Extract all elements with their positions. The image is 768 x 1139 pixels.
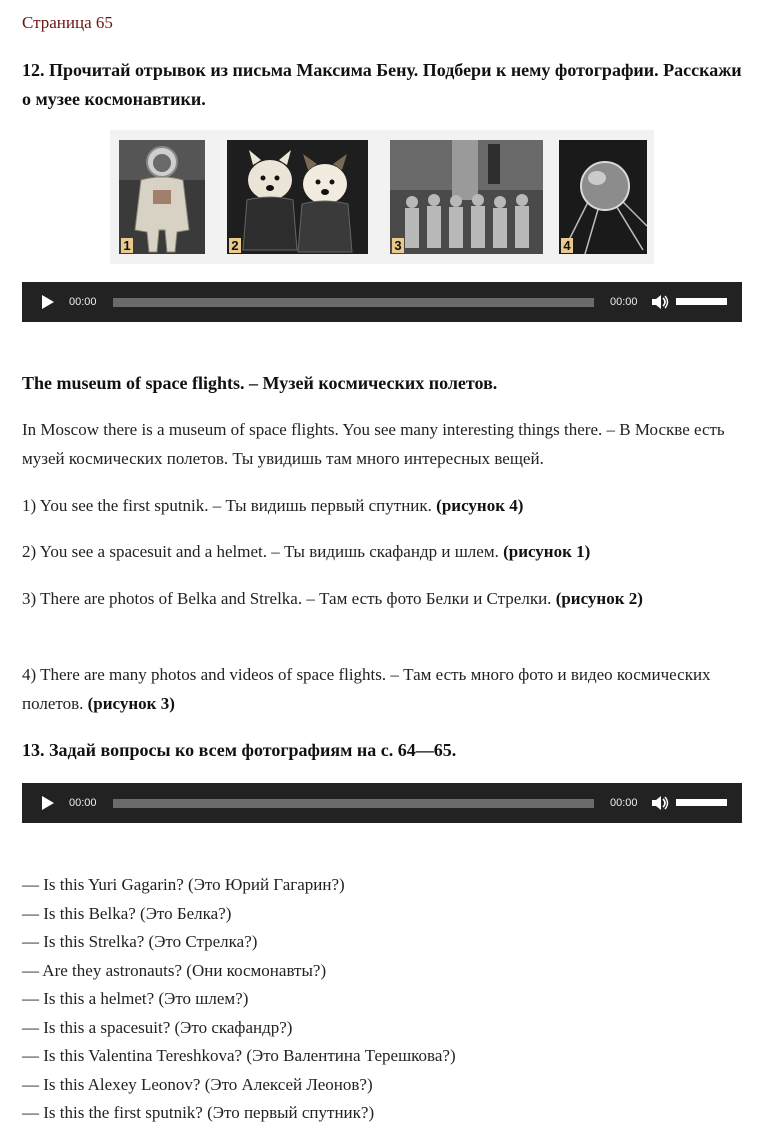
volume-level	[676, 799, 727, 806]
list-item: — Is this a helmet? (Это шлем?)	[22, 989, 249, 1008]
duration: 00:00	[610, 797, 638, 809]
two-dogs-photo	[227, 140, 368, 254]
museum-item-1	[22, 492, 742, 521]
volume-level	[676, 298, 727, 305]
play-icon[interactable]	[41, 795, 55, 816]
list-item: — Is this Alexey Leonov? (Это Алексей Леонов?)	[22, 1074, 373, 1094]
photo-number: 4	[561, 238, 573, 253]
photo-2	[227, 140, 368, 254]
page-link[interactable]: Страница 65	[22, 13, 113, 32]
current-time: 00:00	[69, 296, 97, 308]
museum-item-3	[22, 585, 742, 614]
volume-slider[interactable]	[676, 799, 727, 806]
list-item: — Is this Yuri Gagarin? (Это Юрий Гагарин?)	[22, 875, 345, 894]
group-of-cosmonauts-photo	[390, 140, 543, 254]
list-item: — Is this the first sputnik? (Это первый спутник?)	[22, 1103, 375, 1122]
sputnik-satellite-photo	[559, 140, 647, 254]
item-ref: (рисунок 1)	[503, 542, 591, 561]
photo-number: 1	[121, 238, 133, 253]
list-item: — Is this Valentina Tereshkova? (Это Валентина Терешкова?)	[22, 1046, 456, 1065]
photo-1	[119, 140, 205, 254]
item-text: 2) You see a spacesuit and a helmet. – Ты видишь скафандр и шлем.	[22, 542, 504, 561]
volume-icon[interactable]	[651, 293, 669, 316]
list-item: — Is this a spacesuit? (Это скафандр?)	[22, 1017, 293, 1037]
questions-list	[22, 871, 742, 1128]
list-item: — Is this Strelka? (Это Стрелка?)	[22, 932, 258, 951]
list-item: — Is this Belka? (Это Белка?)	[22, 903, 232, 923]
task-12-title: 12. Прочитай отрывок из письма Максима Бену. Подбери к нему фотографии. Расскажи о музее космонавтики.	[22, 60, 742, 109]
museum-item-4	[22, 661, 742, 718]
photo-number: 3	[392, 238, 404, 253]
astronaut-in-spacesuit-photo	[119, 140, 205, 254]
museum-item-2	[22, 538, 742, 567]
item-ref: (рисунок 2)	[555, 589, 643, 608]
item-text: 3) There are photos of Belka and Strelka. – Там есть фото Белки и Стрелки.	[22, 589, 556, 608]
play-icon[interactable]	[41, 294, 55, 315]
task-13-title: 13. Задай вопросы ко всем фотографиям на с. 64—65.	[22, 740, 457, 760]
audio-player	[22, 282, 742, 322]
photo-strip	[110, 130, 654, 264]
museum-intro: In Moscow there is a museum of space flights. You see many interesting things there. – В Москве есть музей космических полетов. Ты увидишь там много интересных вещей.	[22, 420, 725, 468]
volume-icon[interactable]	[651, 794, 669, 817]
current-time: 00:00	[69, 797, 97, 809]
progress-track[interactable]	[113, 298, 594, 307]
item-ref: (рисунок 3)	[87, 693, 175, 713]
photo-number: 2	[229, 238, 241, 253]
duration: 00:00	[610, 296, 638, 308]
item-text: 4) There are many photos and videos of space flights. – Там есть много фото и видео космических полетов.	[22, 665, 711, 713]
museum-heading: The museum of space flights. – Музей космических полетов.	[22, 373, 498, 393]
photo-4	[559, 140, 647, 254]
photo-3	[390, 140, 543, 254]
item-ref: (рисунок 4)	[436, 496, 524, 515]
progress-track[interactable]	[113, 799, 594, 808]
audio-player	[22, 783, 742, 823]
volume-slider[interactable]	[676, 298, 727, 305]
item-text: 1) You see the first sputnik. – Ты видишь первый спутник.	[22, 496, 437, 515]
list-item: — Are they astronauts? (Они космонавты?)	[22, 960, 327, 980]
